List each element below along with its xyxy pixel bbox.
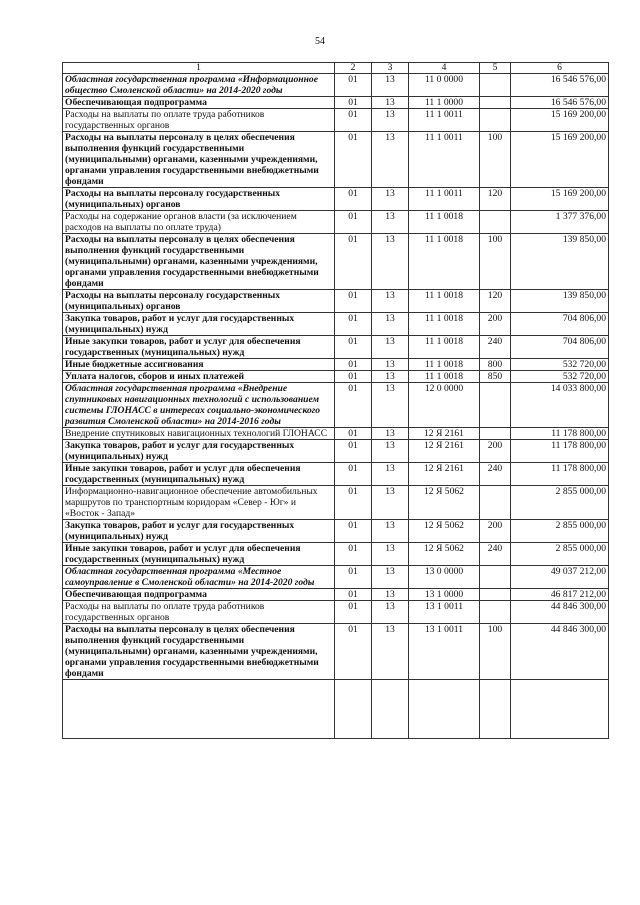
header-row (63, 63, 609, 74)
row-subsection: 13 (372, 132, 409, 188)
row-amount: 2 855 000,00 (511, 520, 609, 543)
row-expense-type: 240 (480, 543, 511, 566)
row-subsection: 13 (372, 234, 409, 290)
row-expense-type (480, 486, 511, 520)
row-amount: 139 850,00 (511, 290, 609, 313)
col-header-4: 4 (409, 63, 480, 74)
table-row (63, 97, 609, 109)
col-header-5: 5 (480, 63, 511, 74)
row-subsection: 13 (372, 383, 409, 428)
row-name: Информационно-навигационное обеспечение автомобильных маршрутов по транспортным коридорам «Север - Юг» и «Восток - Запад» (63, 486, 335, 520)
row-amount: 11 178 800,00 (511, 463, 609, 486)
row-subsection: 13 (372, 97, 409, 109)
row-section: 01 (335, 234, 372, 290)
row-name: Расходы на выплаты персоналу в целях обеспечения выполнения функций государственными (муниципальными) органами, казенными учреждениями, органами управления государственными внебюджетными фондами (63, 624, 335, 680)
row-section: 01 (335, 486, 372, 520)
row-name: Уплата налогов, сборов и иных платежей (63, 371, 335, 383)
row-expense-type: 100 (480, 234, 511, 290)
row-target-code: 12 Я 2161 (409, 440, 480, 463)
row-subsection: 13 (372, 359, 409, 371)
table-row (63, 428, 609, 440)
empty-cell (372, 680, 409, 739)
row-name: Обеспечивающая подпрограмма (63, 589, 335, 601)
row-expense-type (480, 211, 511, 234)
row-expense-type (480, 428, 511, 440)
row-name: Иные закупки товаров, работ и услуг для обеспечения государственных (муниципальных) нужд (63, 463, 335, 486)
table-row (63, 371, 609, 383)
row-name: Расходы на выплаты персоналу государственных (муниципальных) органов (63, 290, 335, 313)
table-body (63, 74, 609, 739)
row-name: Областная государственная программа «Местное самоуправление в Смоленской области» на 2014-2020 годы (63, 566, 335, 589)
row-target-code: 11 1 0018 (409, 211, 480, 234)
row-target-code: 12 Я 5062 (409, 520, 480, 543)
row-section: 01 (335, 566, 372, 589)
row-name: Областная государственная программа «Внедрение спутниковых навигационных технологий с использованием системы ГЛОНАСС в интересах социально-экономического развития Смоленской области» на 2014-2016 годы (63, 383, 335, 428)
row-amount: 15 169 200,00 (511, 188, 609, 211)
row-name: Расходы на содержание органов власти (за исключением расходов на выплаты по оплате труда) (63, 211, 335, 234)
row-target-code: 12 Я 5062 (409, 543, 480, 566)
row-section: 01 (335, 428, 372, 440)
row-subsection: 13 (372, 486, 409, 520)
row-name: Иные закупки товаров, работ и услуг для обеспечения государственных (муниципальных) нужд (63, 336, 335, 359)
row-expense-type (480, 601, 511, 624)
row-expense-type: 100 (480, 624, 511, 680)
row-amount: 49 037 212,00 (511, 566, 609, 589)
row-target-code: 11 1 0018 (409, 359, 480, 371)
row-target-code: 11 0 0000 (409, 74, 480, 97)
row-subsection: 13 (372, 520, 409, 543)
table-row (63, 463, 609, 486)
row-expense-type (480, 97, 511, 109)
row-section: 01 (335, 624, 372, 680)
row-amount: 14 033 800,00 (511, 383, 609, 428)
row-subsection: 13 (372, 109, 409, 132)
table-row (63, 566, 609, 589)
row-target-code: 11 1 0018 (409, 336, 480, 359)
row-name: Закупка товаров, работ и услуг для государственных (муниципальных) нужд (63, 313, 335, 336)
table-row (63, 486, 609, 520)
row-subsection: 13 (372, 211, 409, 234)
row-name: Закупка товаров, работ и услуг для государственных (муниципальных) нужд (63, 440, 335, 463)
row-expense-type: 100 (480, 132, 511, 188)
row-subsection: 13 (372, 543, 409, 566)
table-row (63, 132, 609, 188)
row-target-code: 11 1 0018 (409, 290, 480, 313)
row-target-code: 11 1 0018 (409, 234, 480, 290)
row-section: 01 (335, 371, 372, 383)
table-row (63, 109, 609, 132)
row-section: 01 (335, 359, 372, 371)
row-section: 01 (335, 383, 372, 428)
row-name: Расходы на выплаты персоналу в целях обеспечения выполнения функций государственными (муниципальными) органами, казенными учреждениями, органами управления государственными внебюджетными фондами (63, 132, 335, 188)
row-expense-type (480, 589, 511, 601)
table-row (63, 383, 609, 428)
row-name: Расходы на выплаты по оплате труда работников государственных органов (63, 109, 335, 132)
row-section: 01 (335, 313, 372, 336)
row-subsection: 13 (372, 74, 409, 97)
row-target-code: 12 Я 2161 (409, 428, 480, 440)
row-name: Расходы на выплаты по оплате труда работников государственных органов (63, 601, 335, 624)
row-name: Иные закупки товаров, работ и услуг для обеспечения государственных (муниципальных) нужд (63, 543, 335, 566)
row-name: Иные бюджетные ассигнования (63, 359, 335, 371)
row-target-code: 13 1 0011 (409, 601, 480, 624)
empty-cell (480, 680, 511, 739)
table-row (63, 543, 609, 566)
table-row (63, 440, 609, 463)
table-row (63, 624, 609, 680)
row-subsection: 13 (372, 428, 409, 440)
row-expense-type: 800 (480, 359, 511, 371)
row-amount: 15 169 200,00 (511, 132, 609, 188)
empty-cell (335, 680, 372, 739)
row-subsection: 13 (372, 463, 409, 486)
row-section: 01 (335, 290, 372, 313)
table-row (63, 601, 609, 624)
row-name: Обеспечивающая подпрограмма (63, 97, 335, 109)
row-amount: 16 546 576,00 (511, 97, 609, 109)
row-amount: 15 169 200,00 (511, 109, 609, 132)
row-subsection: 13 (372, 589, 409, 601)
col-header-3: 3 (372, 63, 409, 74)
table-row (63, 520, 609, 543)
row-amount: 532 720,00 (511, 359, 609, 371)
table-row (63, 336, 609, 359)
row-subsection: 13 (372, 601, 409, 624)
row-section: 01 (335, 463, 372, 486)
row-section: 01 (335, 97, 372, 109)
row-amount: 11 178 800,00 (511, 440, 609, 463)
row-name: Внедрение спутниковых навигационных технологий ГЛОНАСС (63, 428, 335, 440)
row-section: 01 (335, 543, 372, 566)
row-target-code: 13 0 0000 (409, 566, 480, 589)
table-row (63, 74, 609, 97)
row-subsection: 13 (372, 566, 409, 589)
row-section: 01 (335, 601, 372, 624)
table-row-empty (63, 680, 609, 739)
row-section: 01 (335, 589, 372, 601)
row-name: Расходы на выплаты персоналу в целях обеспечения выполнения функций государственными (муниципальными) органами, казенными учреждениями, органами управления государственными внебюджетными фондами (63, 234, 335, 290)
row-subsection: 13 (372, 188, 409, 211)
row-amount: 139 850,00 (511, 234, 609, 290)
row-amount: 704 806,00 (511, 313, 609, 336)
row-target-code: 11 1 0018 (409, 371, 480, 383)
row-target-code: 11 1 0018 (409, 313, 480, 336)
page-number: 54 (315, 36, 325, 47)
empty-cell (63, 680, 335, 739)
col-header-2: 2 (335, 63, 372, 74)
row-section: 01 (335, 520, 372, 543)
table-row (63, 359, 609, 371)
row-expense-type (480, 109, 511, 132)
table-row (63, 234, 609, 290)
row-name: Расходы на выплаты персоналу государственных (муниципальных) органов (63, 188, 335, 211)
col-header-1: 1 (63, 63, 335, 74)
row-subsection: 13 (372, 624, 409, 680)
row-target-code: 11 1 0000 (409, 97, 480, 109)
row-name: Закупка товаров, работ и услуг для государственных (муниципальных) нужд (63, 520, 335, 543)
row-amount: 11 178 800,00 (511, 428, 609, 440)
table-row (63, 290, 609, 313)
table-row (63, 211, 609, 234)
row-expense-type (480, 74, 511, 97)
row-target-code: 12 0 0000 (409, 383, 480, 428)
row-amount: 16 546 576,00 (511, 74, 609, 97)
row-subsection: 13 (372, 336, 409, 359)
row-subsection: 13 (372, 371, 409, 383)
row-target-code: 13 1 0000 (409, 589, 480, 601)
row-expense-type: 200 (480, 440, 511, 463)
row-amount: 532 720,00 (511, 371, 609, 383)
row-section: 01 (335, 188, 372, 211)
row-expense-type (480, 383, 511, 428)
row-amount: 704 806,00 (511, 336, 609, 359)
row-target-code: 12 Я 5062 (409, 486, 480, 520)
row-expense-type: 200 (480, 313, 511, 336)
table-row (63, 188, 609, 211)
row-amount: 44 846 300,00 (511, 601, 609, 624)
budget-table (62, 62, 609, 739)
table-row (63, 589, 609, 601)
table-row (63, 313, 609, 336)
row-section: 01 (335, 336, 372, 359)
row-expense-type: 240 (480, 463, 511, 486)
row-amount: 2 855 000,00 (511, 486, 609, 520)
row-name: Областная государственная программа «Информационное общество Смоленской области» на 2014-2020 годы (63, 74, 335, 97)
row-expense-type (480, 566, 511, 589)
row-amount: 1 377 376,00 (511, 211, 609, 234)
row-amount: 46 817 212,00 (511, 589, 609, 601)
row-target-code: 11 1 0011 (409, 109, 480, 132)
row-subsection: 13 (372, 290, 409, 313)
empty-cell (511, 680, 609, 739)
row-subsection: 13 (372, 313, 409, 336)
row-target-code: 11 1 0011 (409, 188, 480, 211)
row-amount: 44 846 300,00 (511, 624, 609, 680)
row-section: 01 (335, 74, 372, 97)
row-expense-type: 240 (480, 336, 511, 359)
row-section: 01 (335, 109, 372, 132)
row-subsection: 13 (372, 440, 409, 463)
row-target-code: 12 Я 2161 (409, 463, 480, 486)
row-target-code: 11 1 0011 (409, 132, 480, 188)
row-target-code: 13 1 0011 (409, 624, 480, 680)
empty-cell (409, 680, 480, 739)
row-expense-type: 200 (480, 520, 511, 543)
row-amount: 2 855 000,00 (511, 543, 609, 566)
col-header-6: 6 (511, 63, 609, 74)
row-expense-type: 120 (480, 290, 511, 313)
row-expense-type: 850 (480, 371, 511, 383)
row-section: 01 (335, 440, 372, 463)
row-expense-type: 120 (480, 188, 511, 211)
row-section: 01 (335, 132, 372, 188)
row-section: 01 (335, 211, 372, 234)
